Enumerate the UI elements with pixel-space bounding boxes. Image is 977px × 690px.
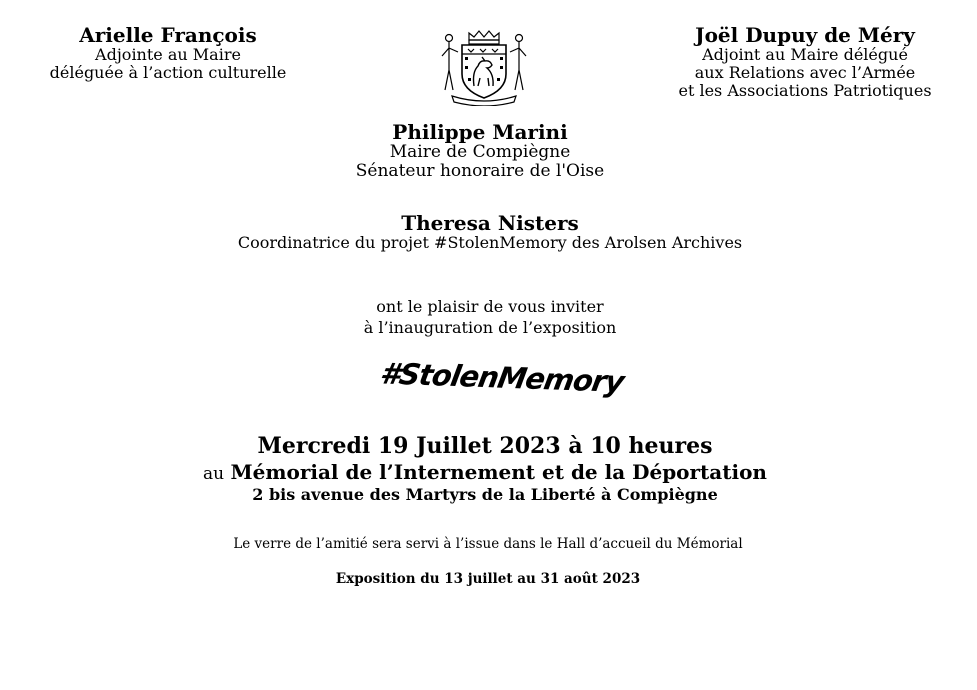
right-host-role-3: et les Associations Patriotiques	[678, 81, 932, 101]
mayor-role-2: Sénateur honoraire de l'Oise	[355, 161, 605, 182]
event-place-line	[150, 461, 820, 484]
event-date: Mercredi 19 Juillet 2023 à 10 heures	[257, 433, 713, 459]
mayor-block	[290, 121, 670, 181]
event-block	[150, 434, 820, 504]
reception-note: Le verre de l’amitié sera servi à l’issue dans le Hall d’accueil du Mémorial	[233, 536, 743, 552]
left-host-name: Arielle François	[79, 23, 257, 47]
right-host-role-1: Adjoint au Maire délégué	[702, 45, 908, 65]
coat-of-arms-icon	[438, 30, 530, 106]
event-address: 2 bis avenue des Martyrs de la Liberté à Compiègne	[252, 484, 718, 504]
right-host-role-2: aux Relations avec l’Armée	[694, 63, 916, 83]
partner-name: Theresa Nisters	[401, 211, 579, 235]
exhibition-dates: Exposition du 13 juillet au 31 août 2023	[335, 571, 641, 587]
invitation-line-2: à l’inauguration de l’exposition	[363, 317, 617, 337]
mayor-role-1: Maire de Compiègne	[389, 142, 571, 163]
exhibition-logo: #StolenMemory	[377, 356, 627, 399]
right-host-block	[640, 24, 970, 100]
left-host-role-2: déléguée à l’action culturelle	[49, 63, 287, 83]
invitation-text	[290, 297, 690, 339]
right-host-name: Joël Dupuy de Méry	[695, 23, 915, 47]
partner-block	[140, 212, 840, 252]
event-place: Mémorial de l’Internement et de la Déportation	[230, 459, 767, 484]
event-place-prefix: au	[203, 463, 225, 484]
partner-role: Coordinatrice du projet #StolenMemory des Arolsen Archives	[237, 233, 743, 253]
left-host-block	[20, 24, 316, 82]
invitation-line-1: ont le plaisir de vous inviter	[376, 297, 604, 316]
left-host-role-1: Adjointe au Maire	[95, 45, 241, 65]
mayor-name: Philippe Marini	[392, 120, 568, 144]
